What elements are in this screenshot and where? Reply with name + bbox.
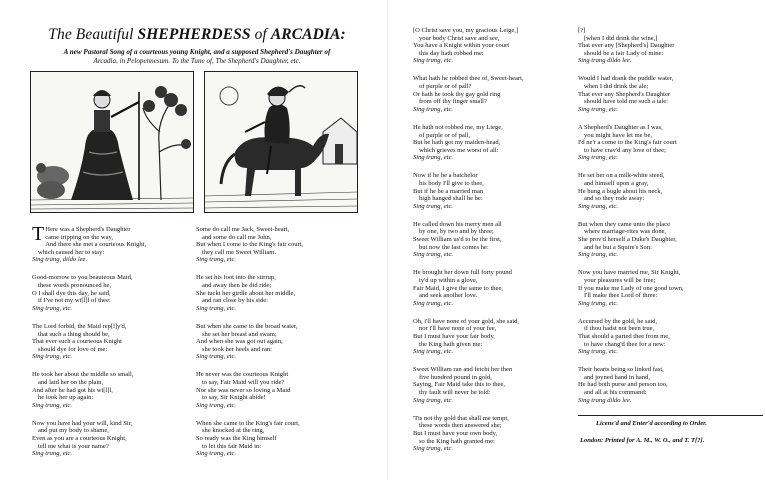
refrain-line: Sing trang, etc. xyxy=(413,154,454,162)
stanza xyxy=(578,124,763,162)
stanza xyxy=(196,323,303,361)
title-shepherdess: SHEPHERDESS xyxy=(137,26,251,43)
verse-line: Nor she was never so loving a Maid xyxy=(196,386,291,394)
verse-line: But when I come to the King's fair court, xyxy=(196,241,304,249)
title-of: of xyxy=(250,26,271,43)
verse-line: and himself upon a gray, xyxy=(584,180,649,187)
verse-line: high hanged shall he be: xyxy=(419,195,483,203)
verse-line: and so they rode away: xyxy=(584,195,645,203)
shepherdess-woodcut xyxy=(30,71,194,213)
stanza xyxy=(413,124,524,162)
stanza xyxy=(578,366,763,404)
verse-line: the King hath given me: xyxy=(419,340,483,348)
refrain-line: Sing trang, etc. xyxy=(413,202,454,210)
verse-line: I'd ne'r a come to the King's fair court xyxy=(578,139,677,147)
verse-line: this day hath robbed me: xyxy=(419,49,484,57)
verse-column-4 xyxy=(578,27,763,445)
stanza xyxy=(413,172,524,210)
title-arcadia: ARCADIA: xyxy=(270,26,346,43)
shepherdess-illustration xyxy=(31,72,193,212)
stanza xyxy=(196,226,303,264)
verse-line: Fair Maid, I give the same to thee, xyxy=(413,284,503,292)
refrain-line: Sing trang, etc. xyxy=(32,450,73,458)
verse-line: nor i'll have none of your fee, xyxy=(419,325,497,333)
refrain-line: Sing trang, etc. xyxy=(413,57,454,65)
knight-on-horse-illustration xyxy=(205,72,357,212)
verse-line: When she came to the King's fair court, xyxy=(196,419,300,427)
verse-line: and laid her on the plain, xyxy=(38,379,104,386)
refrain-line: Sing trang, etc. xyxy=(413,299,454,307)
subtitle-line-2: Arcadia, in Pelopennesum. To the Tune of, The Shepherd's Daughter, etc. xyxy=(93,56,301,65)
verse-line: Saying, Fair Maid take this to thee, xyxy=(413,381,506,389)
verse-line: to say, Sir Knight abide! xyxy=(202,394,266,402)
verse-line: from off thy finger small? xyxy=(419,98,487,106)
verse-column-1 xyxy=(32,223,147,468)
verse-line: That ever any [Shepherd's] Daughter xyxy=(578,42,675,50)
verse-line: to say, Fair Maid will you ride? xyxy=(202,379,285,386)
verse-line: and put my body to shame, xyxy=(38,427,109,435)
verse-line: and some do call me John, xyxy=(202,233,272,241)
verse-line: You have a Knight within your court xyxy=(413,42,510,50)
verse-line: Would I had drank the puddle water, xyxy=(578,75,674,83)
verse-line: If you make me Lady of one good town, xyxy=(578,284,684,292)
verse-line: they call me Sweet William. xyxy=(202,248,276,256)
verse-line: But if he be a married man xyxy=(413,187,484,195)
verse-line: thy fault will never be told: xyxy=(419,389,491,397)
verse-line: and all at his command: xyxy=(584,389,647,397)
refrain-line: Sing trang, dildo lee. xyxy=(32,256,88,264)
verse-line: to let this fair Maid in: xyxy=(202,442,262,450)
refrain-line: Sing trang, etc. xyxy=(413,445,454,453)
verse-line: So ready was the King himself xyxy=(196,435,277,443)
verse-line: to have crav'd any love of thee; xyxy=(584,146,666,154)
verse-line: Accursed by the gold, he said, xyxy=(578,317,658,325)
verse-line: to have chang'd thee for a new: xyxy=(584,340,666,348)
verse-line: should dye for love of me: xyxy=(38,345,108,353)
refrain-line: Sing trang, etc. xyxy=(32,401,73,409)
page-gutter xyxy=(387,0,388,480)
verse-line: his body I'll give to thee, xyxy=(419,180,484,187)
stanza xyxy=(578,318,763,356)
verse-line: [O Christ save you, my gracious Leige,] xyxy=(413,27,519,34)
verse-line: He set her on a milk-white steed, xyxy=(578,172,665,180)
stanza xyxy=(413,366,524,404)
verse-line: when I did drink the ale; xyxy=(584,83,649,91)
verse-line: Their hearts being so linked fast, xyxy=(578,366,664,374)
verse-line: [when I did drink the wine,] xyxy=(584,34,658,42)
verse-line: these words then answered she; xyxy=(419,422,502,430)
verse-line: Oh, i'll have none of your gold, she said, xyxy=(413,317,520,325)
verse-line: which caused her to stay: xyxy=(38,248,105,256)
refrain-line: Sing trang, etc. xyxy=(578,105,619,113)
verse-line: Some do call me Jack, Sweet-heart, xyxy=(196,226,290,233)
refrain-line: Sing trang, etc. xyxy=(578,202,619,210)
stanza xyxy=(578,269,763,307)
verse-column-3 xyxy=(413,27,524,463)
verse-line: and joyned hand in hand, xyxy=(584,373,650,381)
verse-line: And after he had got his wi[l]l, xyxy=(32,386,113,394)
stanza xyxy=(196,371,303,409)
refrain-line: Sing trang dildo lee. xyxy=(578,57,632,65)
verse-line: He had both purse and person too, xyxy=(578,381,668,389)
verse-line: Sweet William ran and fetcht her then xyxy=(413,366,513,374)
verse-line: He took her about the middle so small, xyxy=(32,371,134,379)
verse-line: That should a parted thee from me, xyxy=(578,333,670,340)
verse-line: which grieves me worst of all: xyxy=(419,146,499,154)
verse-line: your pleasures will be free; xyxy=(584,276,656,284)
verse-line: ty'd up within a glove, xyxy=(419,276,478,284)
verse-line: Here was a Shepherd's Daughter xyxy=(45,226,131,233)
refrain-line: Sing trang, etc. xyxy=(413,251,454,259)
refrain-line: Sing trang, etc. xyxy=(413,348,454,356)
verse-line: and seek another love. xyxy=(419,292,478,300)
verse-line: so the King hath granted me: xyxy=(419,437,495,445)
verse-line: five hundred pound in gold, xyxy=(419,373,492,381)
verse-line: What hath he robbed thee of, Sweet-heart, xyxy=(413,75,524,83)
verse-line: came tripping on the way, xyxy=(45,233,113,241)
stanza xyxy=(32,274,133,312)
verse-line: where marriage-rites was done, xyxy=(584,228,667,236)
verse-line: I'll make thee Lord of three: xyxy=(584,292,658,300)
verse-line: should have told me such a tale: xyxy=(584,98,668,106)
verse-line: She tuckt her girdle about her middle, xyxy=(196,289,296,297)
verse-line: He brought her down full forty pound xyxy=(413,269,512,277)
verse-line: should be a fair Lady of mine: xyxy=(584,49,664,57)
verse-line: But I must have your fair body, xyxy=(413,333,495,340)
verse-line: you might have let me be, xyxy=(584,131,652,139)
refrain-line: Sing trang, etc. xyxy=(578,299,619,307)
drop-capital: T xyxy=(32,223,45,245)
verse-line: of purple or of pall, xyxy=(419,131,471,139)
stanza xyxy=(413,415,524,453)
stanza xyxy=(413,318,524,356)
verse-line: But when they came unto the place xyxy=(578,220,670,228)
verse-line: He hath not robbed me, my Liege, xyxy=(413,123,503,131)
verse-line: by one, by two and by three; xyxy=(419,228,494,236)
refrain-line: Sing trang, etc. xyxy=(413,105,454,113)
stanza xyxy=(578,221,763,259)
refrain-line: Sing trang, etc. xyxy=(413,396,454,404)
stanza xyxy=(578,172,763,210)
verse-line: she took her heels and ran: xyxy=(202,345,272,353)
verse-line: Or hath he took thy gay gold ring xyxy=(413,90,501,98)
verse-line: He called down his merry men all xyxy=(413,220,502,228)
verse-line: He hung a bugle about his neck, xyxy=(578,187,663,195)
subtitle-line-1: A new Pastoral Song of a courteous young Knight, and a supposed Shepherd's Daughter of xyxy=(63,48,331,56)
refrain-line: Sing trang, etc. xyxy=(578,154,619,162)
verse-line: And when she was got out again, xyxy=(196,338,283,346)
ballad-title xyxy=(12,26,382,44)
stanza xyxy=(413,221,524,259)
verse-line: that such a thing should be, xyxy=(38,330,110,338)
stanza xyxy=(413,75,524,113)
refrain-line: Sing trang, etc. xyxy=(196,256,237,264)
column-4-stanzas xyxy=(578,27,763,404)
verse-line: he took her up again: xyxy=(38,394,94,402)
verse-line: of purple or of pall? xyxy=(419,83,472,91)
title-prefix: The Beautiful xyxy=(48,26,138,43)
verse-line: if I've not my wi[l]l of thee: xyxy=(38,297,111,305)
verse-line: She prov'd herself a Duke's Daughter, xyxy=(578,236,677,244)
verse-line: your body Christ save and see, xyxy=(419,34,500,42)
stanza xyxy=(196,274,303,312)
stanza xyxy=(413,269,524,307)
refrain-line: Sing trang, etc. xyxy=(196,353,237,361)
refrain-line: Sing trang, etc. xyxy=(578,348,619,356)
license-notice: Licens'd and Enter'd according to Order. xyxy=(596,419,707,427)
stanza xyxy=(578,75,763,113)
stanza xyxy=(32,371,133,409)
verse-line: O I shall dye this day, he said, xyxy=(32,289,111,297)
verse-line: That ever any Shepherd's Daughter xyxy=(578,90,671,98)
verse-line: [?] xyxy=(578,27,586,34)
verse-line: He set his foot into the stirrup, xyxy=(196,274,276,282)
stanza xyxy=(32,420,133,458)
refrain-line: Sing trang dildo lee. xyxy=(578,396,632,404)
verse-line: tell me what is your name? xyxy=(38,442,109,450)
verse-line: if thou hadst not been true, xyxy=(584,325,655,333)
refrain-line: Sing trang, etc. xyxy=(196,304,237,312)
verse-line: Sweet William us'd to be the first, xyxy=(413,236,502,244)
refrain-line: Sing trang, etc. xyxy=(196,450,237,458)
verse-line: and he but a Squire's Son: xyxy=(584,243,652,251)
verse-line: Now you have had your will, kind Sir, xyxy=(32,419,133,427)
verse-line: That ever such a courteous Knight xyxy=(32,338,122,346)
verse-line: and away then he did ride; xyxy=(202,282,272,290)
verse-line: 'Tis not thy gold that shall me tempt, xyxy=(413,414,509,422)
verse-line: And there she met a courteous Knight, xyxy=(45,241,147,249)
stanza xyxy=(196,420,303,458)
verse-line: A Shepherd's Daughter as I was, xyxy=(578,123,663,131)
stanza xyxy=(578,27,763,65)
printer-imprint: London: Printed for A. M., W. O., and T. T[?]. xyxy=(580,437,705,445)
verse-line: But I must have your own body, xyxy=(413,429,498,437)
refrain-line: Sing trang, etc. xyxy=(32,304,73,312)
verse-line: Now if he be a batchelor xyxy=(413,172,478,180)
stanza xyxy=(413,27,524,65)
verse-line: but now the last comes he: xyxy=(419,243,489,251)
verse-column-2 xyxy=(196,226,303,468)
verse-line: But when she came to the broad water, xyxy=(196,322,298,330)
verse-line: and ran close by his side: xyxy=(202,297,268,305)
refrain-line: Sing trang, etc. xyxy=(196,401,237,409)
refrain-line: Sing trang, etc. xyxy=(578,251,619,259)
ballad-subtitle xyxy=(14,48,380,65)
knight-woodcut xyxy=(204,71,358,213)
verse-line: she set her breast and swam; xyxy=(202,330,277,338)
footer-rule xyxy=(578,415,763,416)
verse-line: she knocked at the ring, xyxy=(202,427,265,435)
verse-line: Good-morrow to you beauteous Maid, xyxy=(32,274,133,282)
verse-line: He never was the courteous Knight xyxy=(196,371,289,379)
stanza xyxy=(32,323,133,361)
stanza xyxy=(32,223,147,264)
refrain-line: Sing trang, etc. xyxy=(32,353,73,361)
verse-line: these words pronounced he, xyxy=(38,282,112,290)
verse-line: Even as you are a courteous Knight, xyxy=(32,435,127,443)
verse-line: The Lord forbid, the Maid rep[l]y'd, xyxy=(32,322,127,330)
verse-line: But he hath got my maiden-head, xyxy=(413,139,501,147)
verse-line: Now you have married me, Sir Knight, xyxy=(578,269,681,277)
